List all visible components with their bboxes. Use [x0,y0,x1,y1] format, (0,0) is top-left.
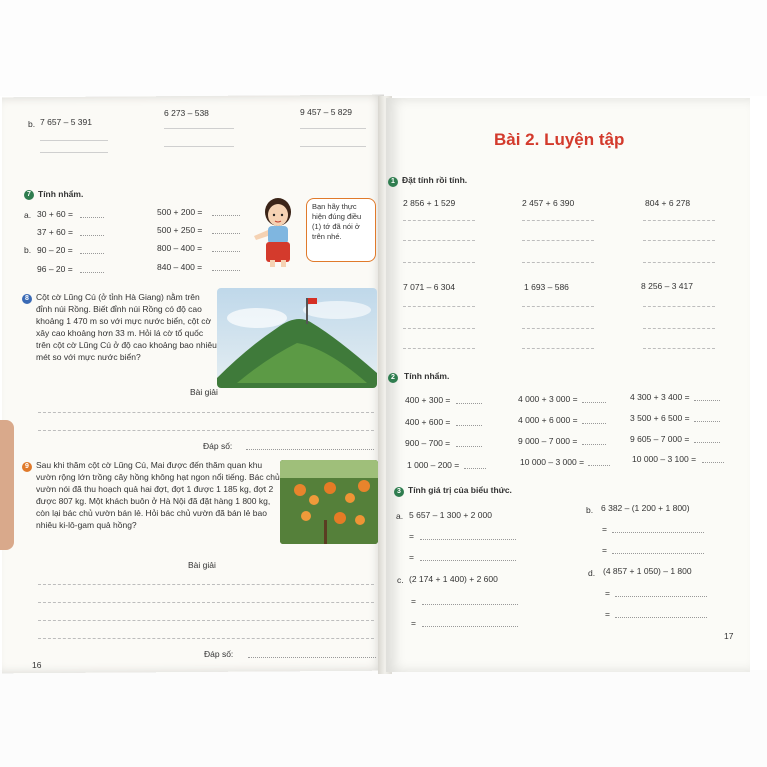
answer-label: Đáp số: [203,441,233,451]
exercise-title: Tính giá trị của biểu thức. [408,485,512,495]
mental-item: 3 500 + 6 500 = [630,413,690,423]
answer-blank[interactable] [80,217,104,218]
mental-item: 400 + 300 = [405,395,451,405]
equals-sign: = [409,531,414,541]
mental-item: 1 000 – 200 = [407,460,460,470]
label-a: a. [24,210,32,220]
mental-item: 37 + 60 = [37,227,73,237]
answer-blank[interactable] [456,425,482,426]
answer-blank[interactable] [456,446,482,447]
equals-sign: = [605,588,610,598]
equals-sign: = [602,524,607,534]
answer-blank[interactable] [212,215,240,216]
answer-blank[interactable] [248,657,376,658]
answer-line[interactable] [643,348,715,349]
answer-blank[interactable] [694,442,720,443]
exercise-badge: 3 [394,487,404,497]
top-label-b: b. [28,119,36,129]
answer-line[interactable] [522,348,594,349]
answer-line[interactable] [643,262,715,263]
answer-line[interactable] [643,220,715,221]
lesson-title: Bài 2. Luyện tập [494,130,625,149]
exercise-badge: 7 [24,190,34,200]
answer-line[interactable] [38,602,374,603]
equals-sign: = [411,596,416,606]
label-a: a. [396,511,404,521]
answer-blank[interactable] [80,253,104,254]
answer-blank[interactable] [702,462,724,463]
expression: 5 657 – 1 300 + 2 000 [409,510,492,520]
answer-line[interactable] [522,328,594,329]
answer-line [300,146,366,147]
answer-blank[interactable] [212,251,240,252]
answer-line [40,140,108,141]
top-expr-3: 9 457 – 5 829 [300,107,352,117]
answer-blank[interactable] [420,560,516,561]
mountain-flag-image [217,288,377,388]
mental-item: 800 – 400 = [157,243,203,253]
equals-sign: = [602,545,607,555]
answer-line[interactable] [38,584,374,585]
answer-line[interactable] [403,240,475,241]
answer-line[interactable] [403,262,475,263]
answer-blank[interactable] [422,626,518,627]
mental-item: 900 – 700 = [405,438,451,448]
top-expr-2: 6 273 – 538 [164,108,209,118]
answer-line[interactable] [38,412,374,413]
girl-illustration [248,196,304,268]
answer-label: Đáp số: [204,649,234,659]
answer-blank[interactable] [588,465,610,466]
answer-blank[interactable] [582,402,606,403]
label-c: c. [397,575,404,585]
equals-sign: = [409,552,414,562]
answer-blank[interactable] [615,617,707,618]
answer-line[interactable] [403,306,475,307]
column-calc: 1 693 – 586 [524,282,569,292]
column-calc: 804 + 6 278 [645,198,691,208]
answer-blank[interactable] [582,423,606,424]
answer-line[interactable] [522,240,594,241]
exercise-badge: 2 [388,373,398,383]
background-top [0,0,767,96]
equals-sign: = [411,618,416,628]
mental-item: 500 + 250 = [157,225,203,235]
answer-line [164,128,234,129]
solution-heading: Bài giải [190,387,218,397]
speech-bubble-text: Bạn hãy thực hiện đúng điều (1) tớ đã nói ở trên nhé. [312,202,362,241]
exercise-text: Sau khi thăm cột cờ Lũng Cú, Mai được đến thăm quan khu vườn rộng lớn trồng cây hồng không hạt ngon nổi tiếng. Bác chủ vườn nói đã thu hoạch quả hai đợt, đợt 1 được 1 185 kg, đợt 2 được 807 kg. Một khách buôn ở Hà Nội đã đặt hàng 1 800 kg, còn lại bác chủ vườn bán lẻ. Hỏi bác chủ vườn đã bán lẻ bao nhiêu ki-lô-gam quả hồng? [36,460,280,530]
answer-blank[interactable] [615,596,707,597]
answer-blank[interactable] [694,421,720,422]
mental-item: 30 + 60 = [37,209,73,219]
mental-item: 96 – 20 = [37,264,73,274]
mental-item: 10 000 – 3 000 = [520,457,585,467]
background-bottom [0,670,767,767]
answer-blank[interactable] [246,449,374,450]
answer-blank[interactable] [582,444,606,445]
answer-line [300,128,366,129]
exercise-text: Cột cờ Lũng Cú (ở tỉnh Hà Giang) nằm trên đỉnh núi Rồng. Biết đỉnh núi Rồng có độ cao khoảng 1 470 m so với mực nước biển, cột cờ xây cao khoảng hơn 33 m. Hỏi lá cờ tổ quốc trên cột cờ Lũng Cú ở độ cao khoảng bao nhiêu mét so với mực nước biển? [36,292,217,362]
mental-item: 90 – 20 = [37,245,73,255]
answer-blank[interactable] [456,403,482,404]
label-b: b. [586,505,594,515]
top-expr-1: 7 657 – 5 391 [40,117,92,127]
label-d: d. [588,568,596,578]
page-number: 16 [32,660,42,670]
answer-blank[interactable] [80,272,104,273]
answer-blank[interactable] [422,604,518,605]
solution-heading: Bài giải [188,560,216,570]
answer-line[interactable] [522,220,594,221]
answer-blank[interactable] [612,553,704,554]
answer-line[interactable] [38,638,374,639]
answer-blank[interactable] [694,400,720,401]
expression: (4 857 + 1 050) – 1 800 [603,566,692,576]
answer-line[interactable] [522,262,594,263]
answer-line[interactable] [38,620,374,621]
page-number: 17 [724,631,734,641]
answer-blank[interactable] [212,270,240,271]
expression: (2 174 + 1 400) + 2 600 [409,574,498,584]
answer-line [40,152,108,153]
column-calc: 7 071 – 6 304 [403,282,455,292]
mental-item: 500 + 200 = [157,207,203,217]
mental-item: 4 300 + 3 400 = [630,392,690,402]
answer-blank[interactable] [464,468,486,469]
mental-item: 4 000 + 6 000 = [518,415,578,425]
answer-blank[interactable] [420,539,516,540]
answer-line[interactable] [403,220,475,221]
exercise-badge: 8 [22,294,32,304]
persimmon-orchard-image [280,460,378,544]
column-calc: 2 457 + 6 390 [522,198,575,208]
exercise-title: Đặt tính rồi tính. [402,175,468,185]
expression: 6 382 – (1 200 + 1 800) [601,503,690,513]
exercise-badge: 9 [22,462,32,472]
answer-blank[interactable] [80,235,104,236]
thumb [0,420,14,550]
mental-item: 9 605 – 7 000 = [630,434,690,444]
answer-line[interactable] [403,348,475,349]
answer-blank[interactable] [212,233,240,234]
answer-line[interactable] [643,306,715,307]
exercise-title: Tính nhẩm. [404,371,450,381]
column-calc: 2 856 + 1 529 [403,198,456,208]
mental-item: 4 000 + 3 000 = [518,394,578,404]
answer-line[interactable] [522,306,594,307]
answer-blank[interactable] [612,532,704,533]
mental-item: 9 000 – 7 000 = [518,436,578,446]
exercise-badge: 1 [388,177,398,187]
answer-line[interactable] [643,328,715,329]
answer-line[interactable] [643,240,715,241]
mental-item: 10 000 – 3 100 = [632,454,697,464]
answer-line[interactable] [403,328,475,329]
mental-item: 840 – 400 = [157,262,203,272]
answer-line[interactable] [38,430,374,431]
equals-sign: = [605,609,610,619]
exercise-title: Tính nhẩm. [38,189,84,199]
answer-line [164,146,234,147]
column-calc: 8 256 – 3 417 [641,281,693,291]
label-b: b. [24,245,32,255]
mental-item: 400 + 600 = [405,417,451,427]
